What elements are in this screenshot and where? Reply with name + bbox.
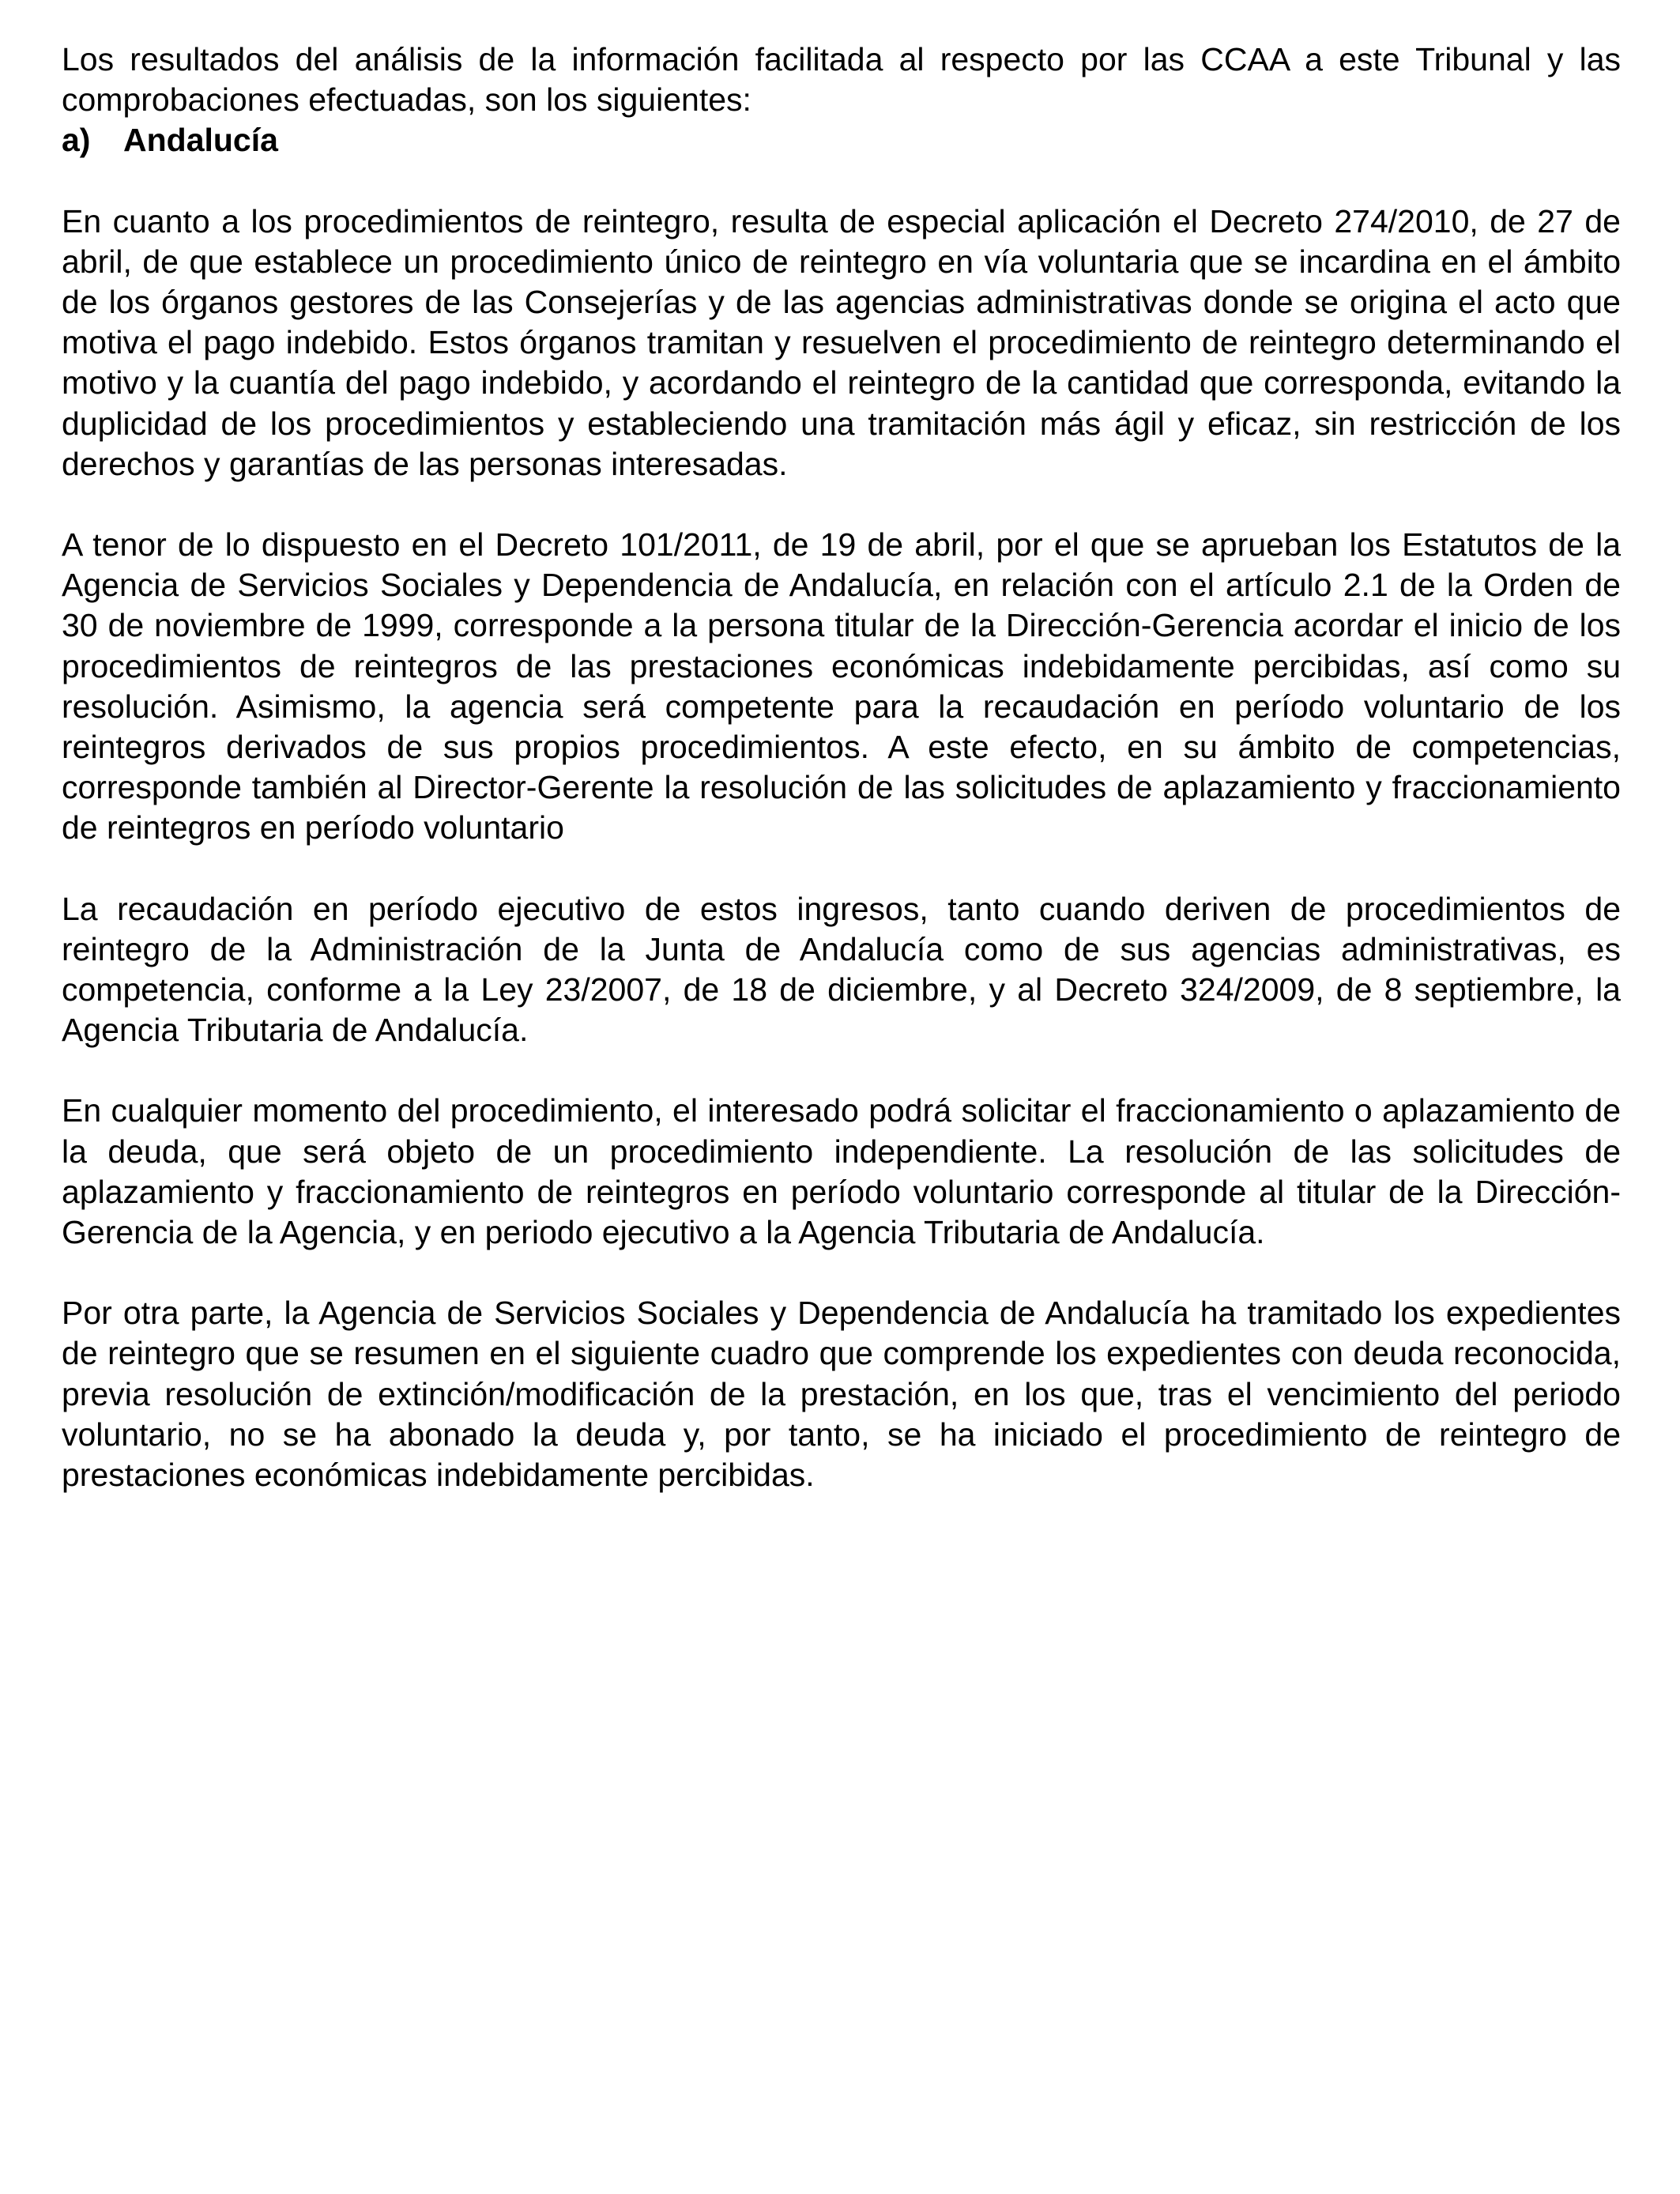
document-page bbox=[62, 40, 1621, 1495]
section-heading bbox=[62, 120, 1621, 160]
intro-paragraph: Los resultados del análisis de la información facilitada al respecto por las CCAA a este Tribunal y las comprobaciones efectuadas, son los siguientes: bbox=[62, 41, 1621, 119]
paragraph-recaudacion: La recaudación en período ejecutivo de estos ingresos, tanto cuando deriven de procedimientos de reintegro de la Administración de la Junta de Andalucía como de sus agencias administrativas, es competencia, conforme a la Ley 23/2007, de 18 de diciembre, y al Decreto 324/2009, de 8 septiembre, la Agencia Tributaria de Andalucía. bbox=[62, 890, 1621, 1049]
section-marker: a) bbox=[62, 122, 91, 159]
section-title: Andalucía bbox=[123, 122, 278, 159]
paragraph-fraccionamiento: En cualquier momento del procedimiento, el interesado podrá solicitar el fraccionamiento o aplazamiento de la deuda, que será objeto de un procedimiento independiente. La resolución de las solicitudes de aplazamiento y fraccionamiento de reintegros en período voluntario corresponde al titular de la Dirección-Gerencia de la Agencia, y en periodo ejecutivo a la Agencia Tributaria de Andalucía. bbox=[62, 1092, 1621, 1251]
paragraph-expedientes: Por otra parte, la Agencia de Servicios Sociales y Dependencia de Andalucía ha tramitado los expedientes de reintegro que se resumen en el siguiente cuadro que comprende los expedientes con deuda reconocida, previa resolución de extinción/modificación de la prestación, en los que, tras el vencimiento del periodo voluntario, no se ha abonado la deuda y, por tanto, se ha iniciado el procedimiento de reintegro de prestaciones económicas indebidamente percibidas. bbox=[62, 1295, 1621, 1494]
paragraph-procedimientos: En cuanto a los procedimientos de reintegro, resulta de especial aplicación el Decreto 274/2010, de 27 de abril, de que establece un procedimiento único de reintegro en vía voluntaria que se incardina en el ámbito de los órganos gestores de las Consejerías y de las agencias administrativas donde se origina el acto que motiva el pago indebido. Estos órganos tramitan y resuelven el procedimiento de reintegro determinando el motivo y la cuantía del pago indebido, y acordando el reintegro de la cantidad que corresponda, evitando la duplicidad de los procedimientos y estableciendo una tramitación más ágil y eficaz, sin restricción de los derechos y garantías de las personas interesadas. bbox=[62, 202, 1621, 482]
paragraph-decreto-101: A tenor de lo dispuesto en el Decreto 101/2011, de 19 de abril, por el que se aprueban los Estatutos de la Agencia de Servicios Sociales y Dependencia de Andalucía, en relación con el artículo 2.1 de la Orden de 30 de noviembre de 1999, corresponde a la persona titular de la Dirección-Gerencia acordar el inicio de los procedimientos de reintegros de las prestaciones económicas indebidamente percibidas, así como su resolución. Asimismo, la agencia será competente para la recaudación en período voluntario de los reintegros derivados de sus propios procedimientos. A este efecto, en su ámbito de competencias, corresponde también al Director-Gerente la resolución de las solicitudes de aplazamiento y fraccionamiento de reintegros en período voluntario bbox=[62, 526, 1621, 846]
